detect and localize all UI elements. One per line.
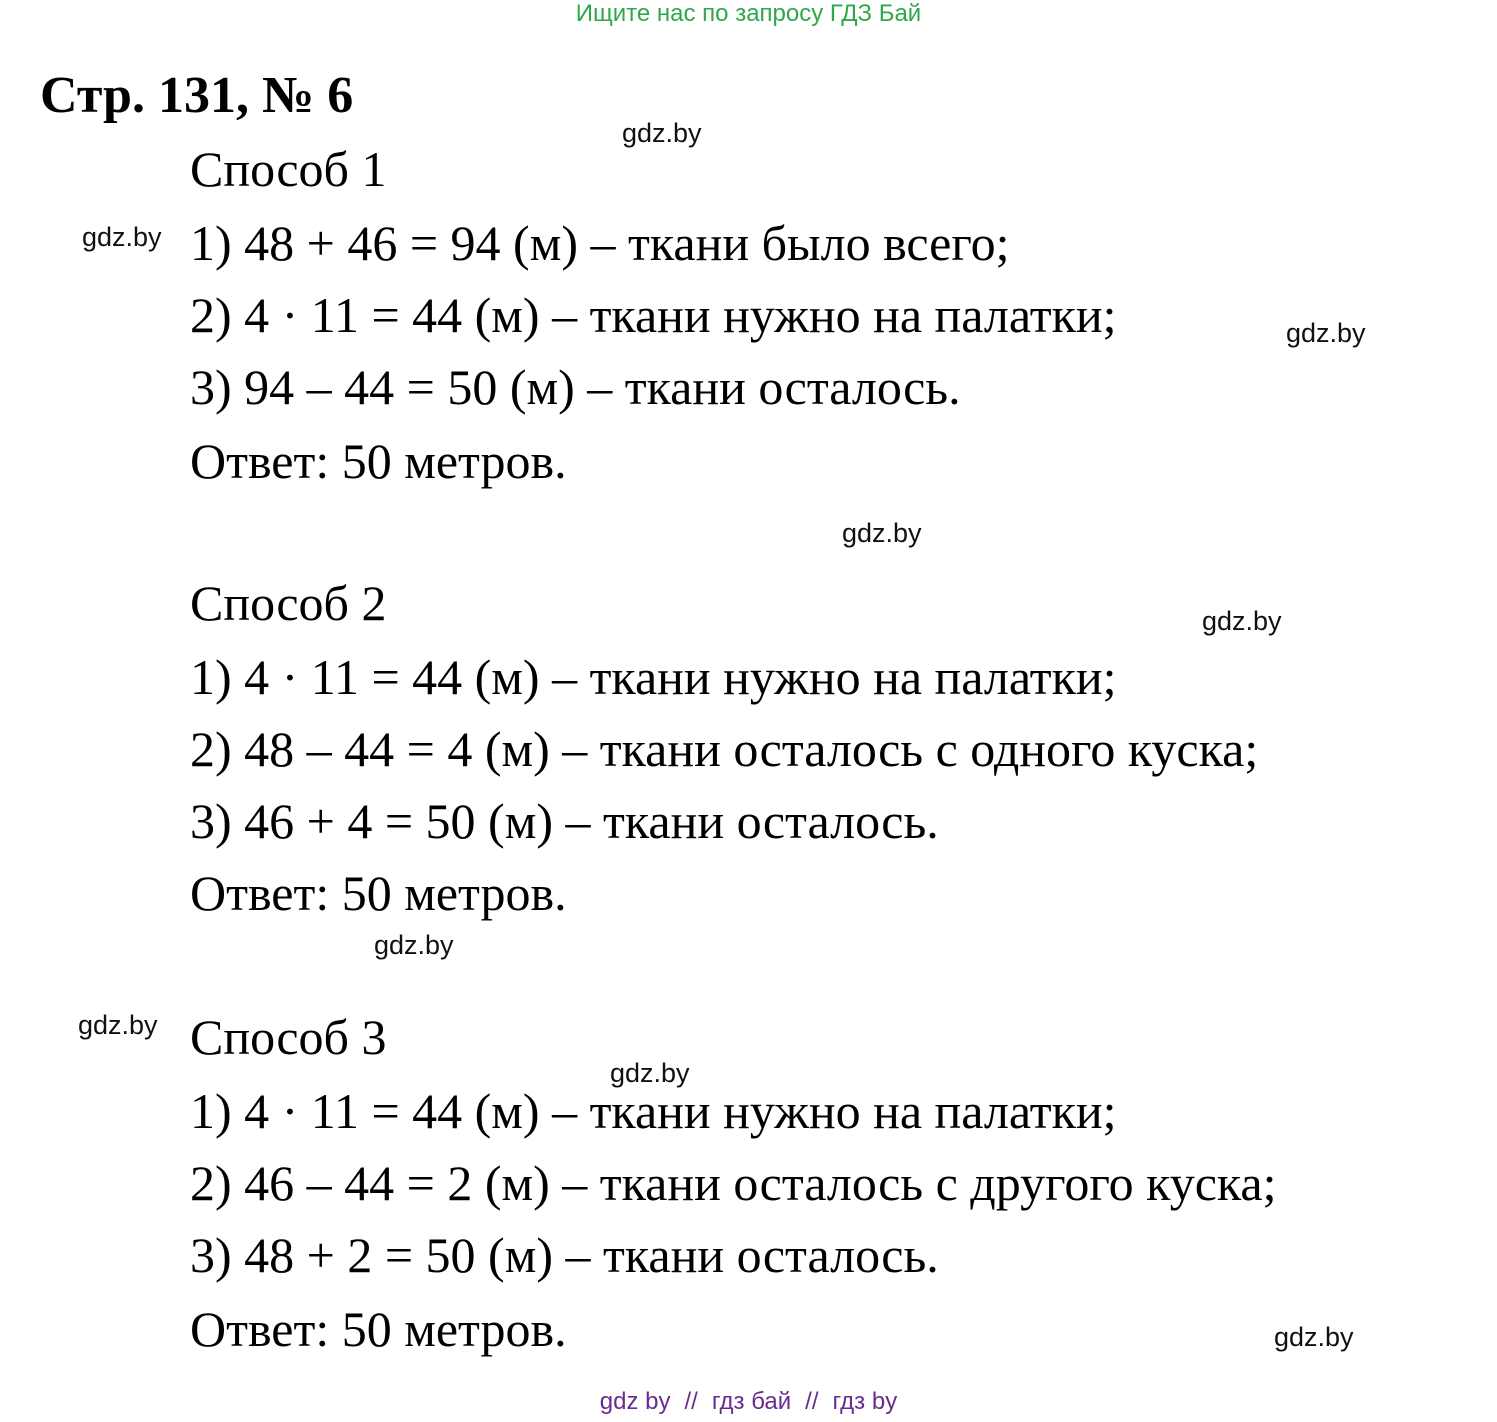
footer-link-gdz-by-cyr[interactable]: гдз by: [832, 1388, 898, 1415]
footer-link-gdz-bai[interactable]: гдз бай: [711, 1388, 792, 1415]
watermark: gdz.by: [1202, 606, 1282, 636]
watermark: gdz.by: [1274, 1322, 1354, 1352]
watermark: gdz.by: [622, 118, 702, 148]
footer-link-gdz-by[interactable]: gdz by: [599, 1388, 671, 1415]
method-3-step-1: 1) 4 · 11 = 44 (м) – ткани нужно на палатки;: [190, 1083, 1117, 1139]
method-2-heading: Способ 2: [190, 575, 387, 631]
method-2-step-3: 3) 46 + 4 = 50 (м) – ткани осталось.: [190, 793, 939, 849]
method-3-step-2: 2) 46 – 44 = 2 (м) – ткани осталось с другого куска;: [190, 1155, 1277, 1211]
footer: [0, 1390, 1497, 1414]
footer-separator: //: [805, 1388, 819, 1415]
method-1-answer: Ответ: 50 метров.: [190, 433, 567, 489]
method-1-heading: Способ 1: [190, 141, 387, 197]
method-2-step-2: 2) 48 – 44 = 4 (м) – ткани осталось с одного куска;: [190, 721, 1259, 777]
watermark: gdz.by: [82, 222, 162, 252]
method-3-heading: Способ 3: [190, 1009, 387, 1065]
watermark: gdz.by: [842, 518, 922, 548]
method-2-answer: Ответ: 50 метров.: [190, 865, 567, 921]
method-1-step-2: 2) 4 · 11 = 44 (м) – ткани нужно на палатки;: [190, 287, 1117, 343]
top-banner: Ищите нас по запросу ГДЗ Бай: [575, 0, 922, 27]
method-2-step-1: 1) 4 · 11 = 44 (м) – ткани нужно на палатки;: [190, 649, 1117, 705]
watermark: gdz.by: [374, 930, 454, 960]
watermark: gdz.by: [78, 1010, 158, 1040]
footer-separator: //: [684, 1388, 698, 1415]
method-1-step-1: 1) 48 + 46 = 94 (м) – ткани было всего;: [190, 215, 1010, 271]
watermark: gdz.by: [610, 1058, 690, 1088]
watermark: gdz.by: [1286, 318, 1366, 348]
method-3-answer: Ответ: 50 метров.: [190, 1301, 567, 1357]
method-3-step-3: 3) 48 + 2 = 50 (м) – ткани осталось.: [190, 1227, 939, 1283]
page-title: Стр. 131, № 6: [40, 67, 354, 124]
method-1-step-3: 3) 94 – 44 = 50 (м) – ткани осталось.: [190, 359, 961, 415]
